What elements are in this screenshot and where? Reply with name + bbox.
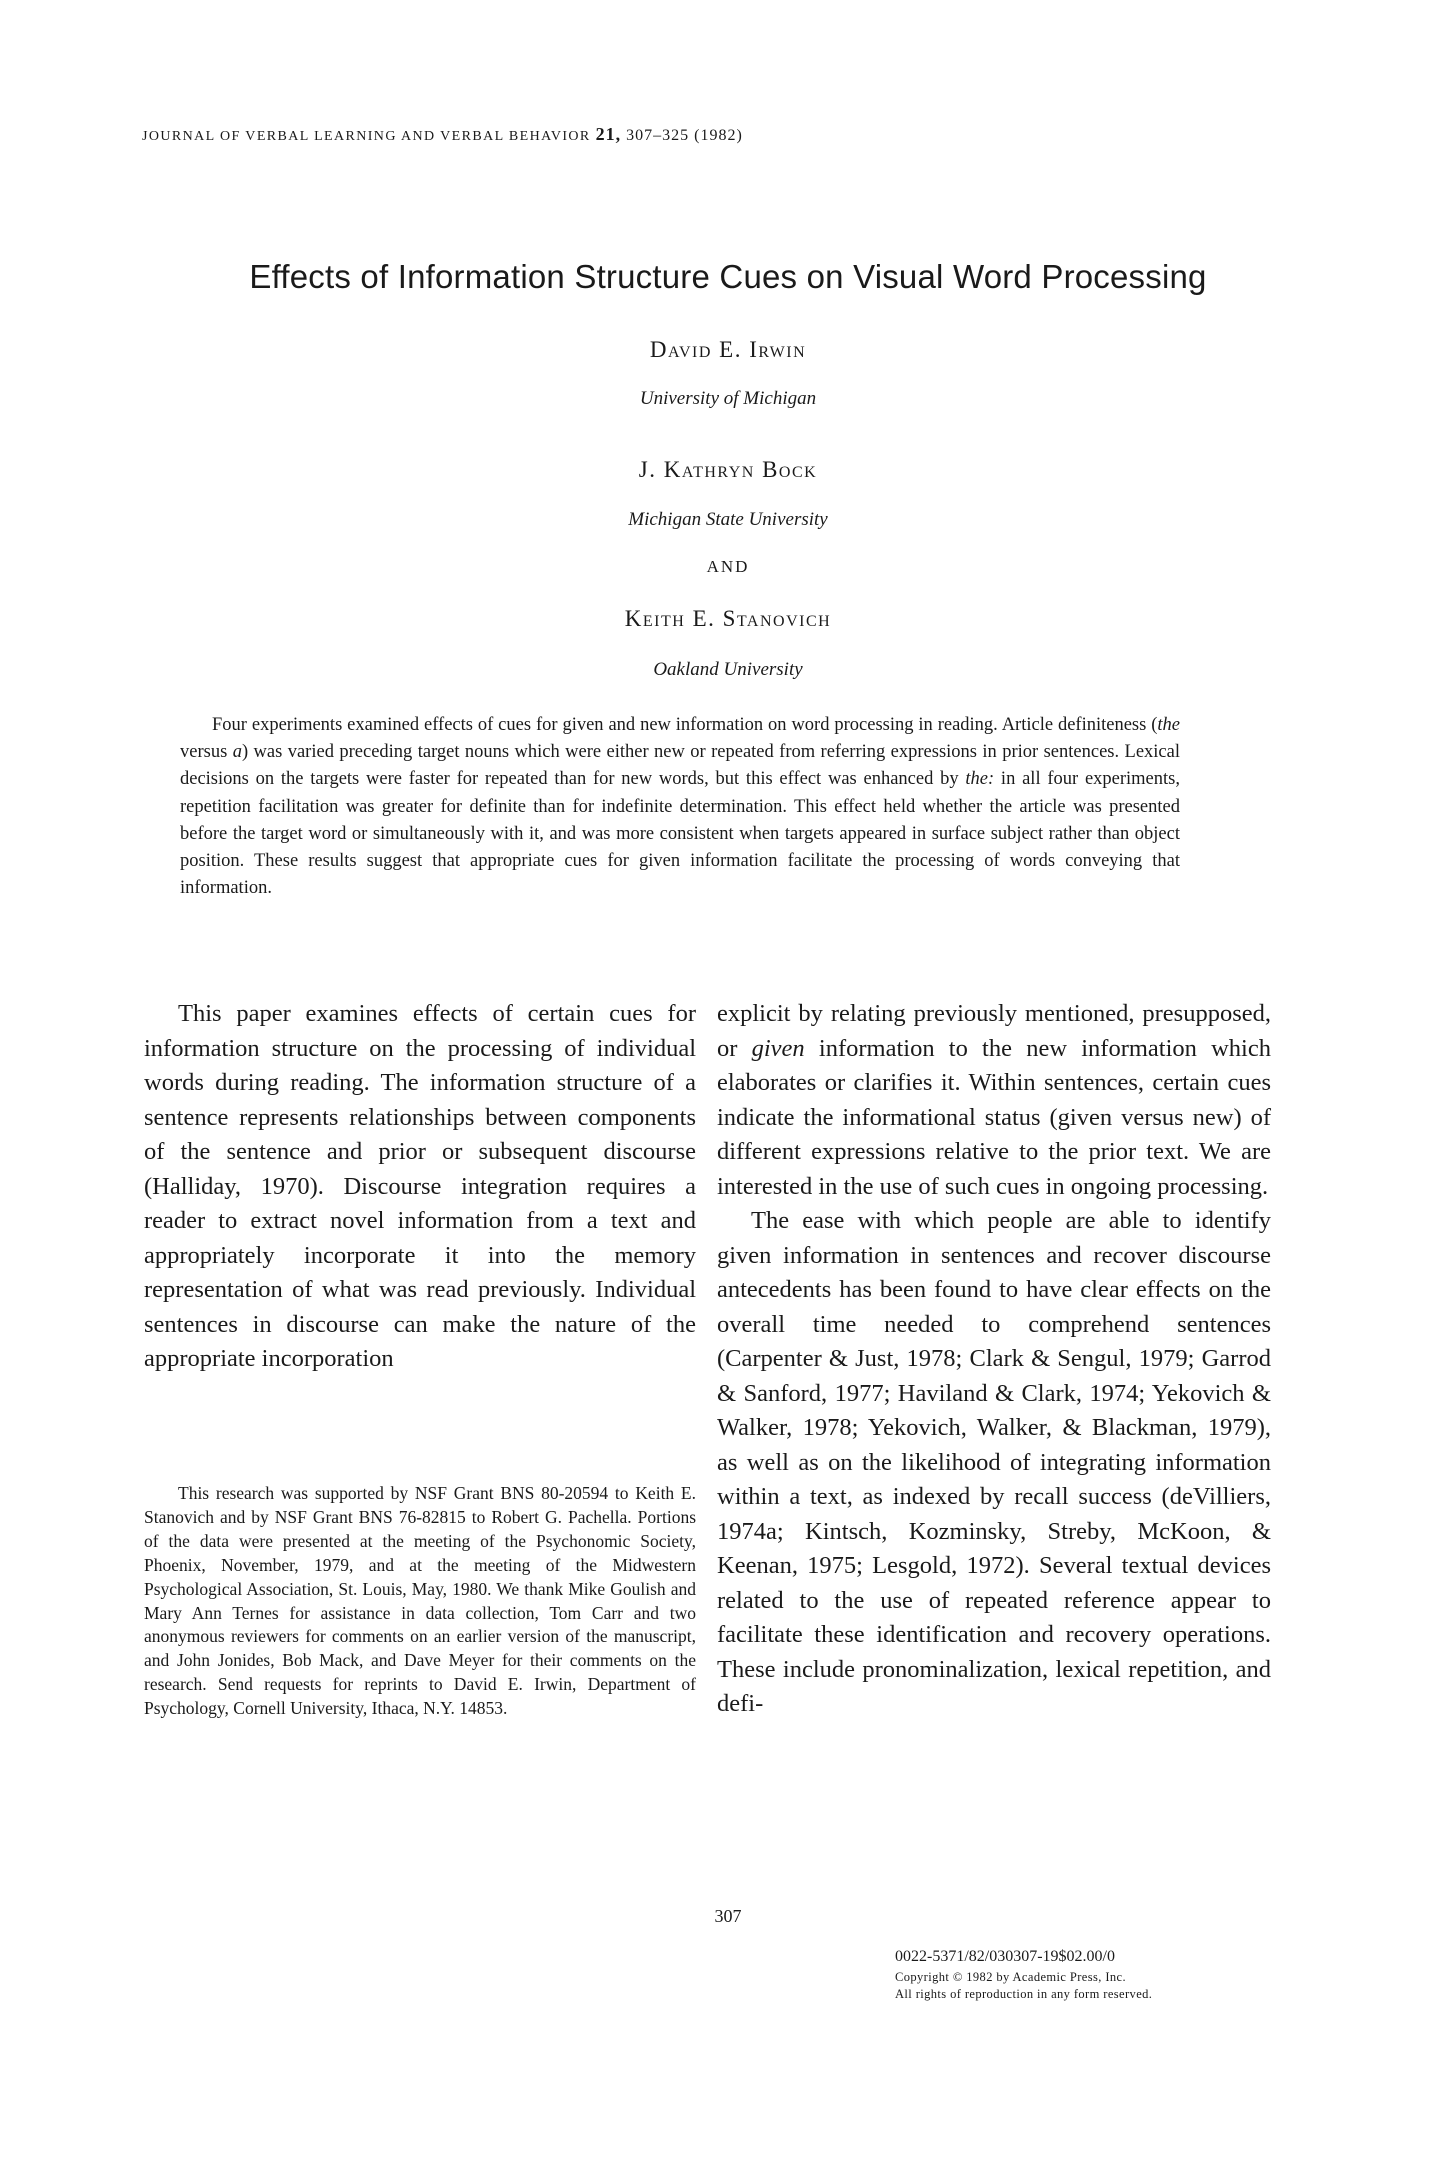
publisher-info [895,1948,1152,2003]
journal-volume: 21, [595,124,622,144]
body-paragraph: This paper examines effects of certain cues for information structure on the processing of individual words during reading. The information structure of a sentence represents relationships between components of the sentence and prior or subsequent discourse (Halliday, 1970). Discourse integration requires a reader to extract novel information from a text and appropriately incorporate it into the memory representation of what was read previously. Individual sentences in discourse can make the nature of the appropriate incorporation [144,1000,696,1372]
journal-pages-year: 307–325 (1982) [626,127,743,144]
journal-name: JOURNAL OF VERBAL LEARNING AND VERBAL BEHAVIOR [142,129,591,144]
abstract-emphasis: a [232,742,242,763]
author-affiliation: University of Michigan [639,388,817,409]
author-conjunction: AND [706,557,750,576]
body-text: information to the new information which elaborates or clarifies it. Within sentences, certain cues indicate the informational status (given versus new) of different expressions relative to the prior text. We are interested in the use of such cues in ongoing processing. [717,1034,1271,1200]
paper-title: Effects of Information Structure Cues on Visual Word Processing [249,258,1207,295]
abstract-text: ) was varied preceding target nouns which were either new or repeated from referring expressions in prior sentences. Lexical decisions on the targets were faster for repeated than for new words, but this effect was enhanced by [180,742,1180,790]
abstract-emphasis: the [1157,715,1180,735]
author-name: Keith E. Stanovich [624,606,832,631]
abstract-text: versus [180,742,233,763]
author-name: David E. Irwin [649,337,807,362]
copyright-line: Copyright © 1982 by Academic Press, Inc. [895,1970,1127,1984]
author-name: J. Kathryn Bock [638,457,818,482]
body-paragraph [717,997,1271,1204]
abstract [180,712,1180,902]
author-affiliation: Oakland University [653,659,803,680]
footnote: This research was supported by NSF Grant BNS 80-20594 to Keith E. Stanovich and by NSF Grant BNS 76-82815 to Robert G. Pachella. Portions of the data were presented at the meeting of the Psychonomic Society, Phoenix, November, 1979, and at the meeting of the Midwestern Psychological Association, St. Louis, May, 1980. We thank Mike Goulish and Mary Ann Ternes for assistance in data collection, Tom Carr and two anonymous reviewers for comments on an earlier version of the manuscript, and John Jonides, Bob Mack, and Dave Meyer for their comments on the research. Send requests for reprints to David E. Irwin, Department of Psychology, Cornell University, Ithaca, N.Y. 14853. [144,1483,696,1719]
abstract-emphasis: the: [965,769,995,790]
journal-header [142,124,743,145]
rights-line: All rights of reproduction in any form reserved. [895,1987,1153,2001]
abstract-text: Four experiments examined effects of cues for given and new information on word processing in reading. Article definiteness ( [212,715,1158,735]
body-text: explicit by relating previously mentioned, presupposed, or [717,1000,1271,1062]
author-affiliation: Michigan State University [628,509,828,530]
issn-code: 0022-5371/82/030307-19$02.00/0 [895,1948,1115,1965]
abstract-text: in all four experiments, repetition facilitation was greater for definite than for indefinite determination. This effect held whether the article was presented before the target word or simultaneously with it, and was more consistent when targets appeared in surface subject rather than object position. These results suggest that appropriate cues for given information facilitate the processing of words conveying that information. [180,769,1180,899]
body-paragraph: The ease with which people are able to identify given information in sentences and recover discourse antecedents has been found to have clear effects on the overall time needed to comprehend sentences (Carpenter & Just, 1978; Clark & Sengul, 1979; Garrod & Sanford, 1977; Haviland & Clark, 1974; Yekovich & Walker, 1978; Yekovich, Walker, & Blackman, 1979), as well as on the likelihood of integrating information within a text, as indexed by recall success (deVilliers, 1974a; Kintsch, Kozminsky, Streby, McKoon, & Keenan, 1975; Lesgold, 1972). Several textual devices related to the use of repeated reference appear to facilitate these identification and recovery operations. These include pronominalization, lexical repetition, and defi- [717,1207,1271,1717]
body-emphasis: given [751,1034,805,1062]
body-column-right [717,997,1271,1722]
body-column-left [144,997,696,1377]
page-number: 307 [714,1906,742,1926]
